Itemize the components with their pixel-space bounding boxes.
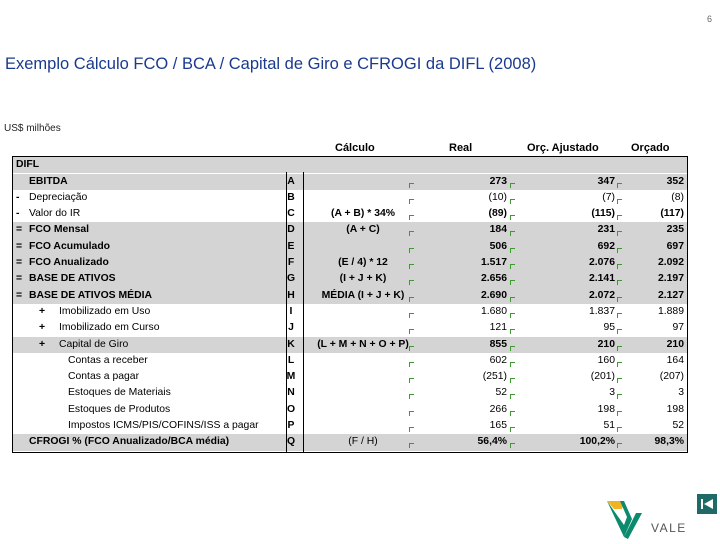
row-letter: D	[287, 224, 295, 236]
row-label: Imobilizado em Curso	[59, 322, 160, 334]
row-value-real: 855	[489, 338, 507, 350]
cell-indicator-icon	[409, 394, 414, 399]
row-value-orcado: (207)	[659, 371, 684, 383]
row-value-orcado: (117)	[660, 208, 684, 220]
row-value-orc-ajustado: (201)	[590, 371, 615, 383]
row-sign: =	[16, 289, 23, 301]
row-value-orc-ajustado: 3	[609, 387, 615, 399]
cell-indicator-icon	[409, 329, 414, 334]
row-letter: H	[287, 289, 295, 301]
row-label: CFROGI % (FCO Anualizado/BCA média)	[29, 436, 230, 448]
row-calc: (A + C)	[346, 224, 380, 236]
row-label: Estoques de Produtos	[68, 403, 171, 415]
cell-indicator-icon	[510, 346, 515, 351]
row-value-orc-ajustado: 100,2%	[579, 436, 615, 448]
row-value-real: 2.690	[480, 289, 507, 301]
cell-indicator-icon	[409, 362, 414, 367]
row-value-orc-ajustado: 51	[603, 420, 615, 431]
table-row	[13, 337, 687, 353]
row-value-orc-ajustado: 2.141	[588, 273, 615, 285]
row-label: Valor do IR	[29, 208, 81, 220]
row-value-real: (251)	[482, 371, 507, 383]
row-value-orcado: 164	[666, 354, 684, 366]
cell-indicator-icon	[409, 313, 414, 318]
cell-indicator-icon	[409, 297, 414, 302]
cell-indicator-icon	[510, 215, 515, 220]
row-value-real: 1.680	[480, 305, 507, 317]
row-value-orc-ajustado: 692	[597, 240, 615, 252]
cell-indicator-icon	[409, 215, 414, 220]
row-calc	[301, 353, 425, 369]
cell-indicator-icon	[510, 394, 515, 399]
row-letter: G	[286, 273, 296, 285]
row-value-orc-ajustado: 160	[597, 354, 615, 366]
row-value-orcado: 198	[666, 403, 684, 415]
row-value-real: 273	[489, 175, 507, 187]
column-divider	[286, 172, 287, 452]
row-calc: (E / 4) * 12	[338, 257, 388, 268]
cell-indicator-icon	[617, 329, 622, 334]
cell-indicator-icon	[510, 411, 515, 416]
cell-indicator-icon	[617, 215, 622, 220]
cell-indicator-icon	[510, 264, 515, 269]
row-label: Contas a receber	[68, 354, 148, 366]
cell-indicator-icon	[409, 411, 414, 416]
section-header-row	[13, 157, 687, 173]
row-label: Depreciação	[29, 191, 88, 203]
row-value-real: 121	[489, 322, 507, 334]
row-value-orcado: 2.197	[657, 273, 684, 285]
row-label: FCO Anualizado	[29, 257, 109, 268]
row-label: Capital de Giro	[59, 338, 129, 350]
row-label: FCO Acumulado	[29, 240, 111, 252]
cell-indicator-icon	[510, 248, 515, 253]
skip-back-icon	[697, 494, 717, 514]
row-letter: I	[289, 305, 293, 317]
row-calc	[301, 369, 425, 385]
row-sign: +	[39, 322, 46, 334]
row-value-orcado: 235	[666, 224, 684, 236]
row-sign: =	[16, 224, 23, 236]
row-sign: +	[39, 338, 46, 350]
table-row	[13, 271, 687, 287]
row-label: Imobilizado em Uso	[59, 305, 151, 317]
row-value-orc-ajustado: 95	[603, 322, 615, 334]
cell-indicator-icon	[409, 443, 414, 448]
row-calc: (A + B) * 34%	[331, 208, 395, 220]
row-value-real: 165	[489, 420, 507, 431]
table-row	[13, 222, 687, 238]
table-row	[13, 255, 687, 271]
cell-indicator-icon	[510, 280, 515, 285]
table-row	[13, 402, 687, 418]
row-value-orcado: 98,3%	[654, 436, 684, 448]
column-header-real: Real	[449, 142, 473, 154]
table-row	[13, 206, 687, 222]
row-value-orc-ajustado: 2.076	[588, 257, 615, 268]
row-calc: (I + J + K)	[339, 273, 387, 285]
cell-indicator-icon	[510, 199, 515, 204]
row-letter: N	[287, 387, 295, 399]
row-letter: C	[287, 208, 295, 220]
row-value-real: 184	[489, 224, 507, 236]
row-calc: (L + M + N + O + P)	[317, 338, 409, 350]
row-label: BASE DE ATIVOS MÉDIA	[29, 289, 152, 301]
cell-indicator-icon	[510, 183, 515, 188]
table-row	[13, 190, 687, 206]
vale-logo-text: VALE	[651, 521, 687, 535]
unit-note: US$ milhões	[4, 123, 61, 134]
cell-indicator-icon	[617, 378, 622, 383]
row-letter: M	[286, 371, 296, 383]
row-value-orc-ajustado: 347	[597, 175, 615, 187]
row-label: Impostos ICMS/PIS/COFINS/ISS a pagar	[68, 420, 259, 431]
row-value-real: 56,4%	[477, 436, 507, 448]
cell-indicator-icon	[409, 378, 414, 383]
row-value-orc-ajustado: (7)	[602, 191, 615, 203]
row-label: EBITDA	[29, 175, 68, 187]
table-row	[13, 418, 687, 434]
row-calc	[301, 190, 425, 206]
table-row	[13, 385, 687, 401]
table-row	[13, 320, 687, 336]
row-value-orc-ajustado: 231	[597, 224, 615, 236]
cell-indicator-icon	[617, 280, 622, 285]
row-calc: MÉDIA (I + J + K)	[321, 289, 405, 301]
previous-slide-button[interactable]	[697, 494, 717, 514]
row-letter: F	[287, 257, 295, 268]
row-letter: B	[287, 191, 295, 203]
row-value-orcado: 3	[678, 387, 684, 399]
row-value-orcado: 697	[666, 240, 684, 252]
row-value-orc-ajustado: 2.072	[588, 289, 615, 301]
cell-indicator-icon	[510, 443, 515, 448]
row-sign: =	[16, 273, 23, 285]
cell-indicator-icon	[409, 231, 414, 236]
cell-indicator-icon	[617, 264, 622, 269]
cell-indicator-icon	[617, 297, 622, 302]
page-number: 6	[706, 14, 712, 24]
row-letter: K	[287, 338, 295, 350]
cell-indicator-icon	[409, 346, 414, 351]
row-value-real: 602	[489, 354, 507, 366]
row-calc	[301, 402, 425, 418]
row-sign: =	[16, 257, 23, 268]
table-row	[13, 239, 687, 255]
row-calc	[301, 320, 425, 336]
page-title: Exemplo Cálculo FCO / BCA / Capital de Giro e CFROGI da DIFL (2008)	[5, 55, 537, 73]
table-row	[13, 288, 687, 304]
row-value-orcado: 2.127	[657, 289, 684, 301]
cell-indicator-icon	[409, 280, 414, 285]
row-label: BASE DE ATIVOS	[29, 273, 116, 285]
vale-logo	[602, 495, 692, 539]
cell-indicator-icon	[617, 427, 622, 432]
cell-indicator-icon	[617, 411, 622, 416]
table-row	[13, 369, 687, 385]
row-letter: E	[287, 240, 295, 252]
row-letter: J	[288, 322, 294, 334]
table-row	[13, 304, 687, 320]
row-value-orcado: 210	[666, 338, 684, 350]
cell-indicator-icon	[409, 427, 414, 432]
cell-indicator-icon	[617, 183, 622, 188]
row-value-real: 506	[489, 240, 507, 252]
cell-indicator-icon	[409, 199, 414, 204]
row-value-real: 2.656	[480, 273, 507, 285]
row-value-orc-ajustado: 198	[597, 403, 615, 415]
row-value-orc-ajustado: (115)	[591, 208, 615, 220]
row-value-orcado: (8)	[671, 191, 684, 203]
row-value-orcado: 1.889	[657, 305, 684, 317]
cell-indicator-icon	[617, 248, 622, 253]
cell-indicator-icon	[510, 297, 515, 302]
cell-indicator-icon	[409, 264, 414, 269]
cell-indicator-icon	[617, 394, 622, 399]
row-calc	[301, 239, 425, 255]
row-calc: (F / H)	[348, 436, 378, 448]
cell-indicator-icon	[617, 443, 622, 448]
row-letter: P	[287, 420, 295, 431]
row-letter: L	[287, 354, 295, 366]
row-letter: Q	[286, 436, 296, 448]
row-calc	[301, 385, 425, 401]
row-value-real: 1.517	[480, 257, 507, 268]
table-row	[13, 174, 687, 190]
cell-indicator-icon	[617, 362, 622, 367]
cell-indicator-icon	[510, 362, 515, 367]
row-sign: -	[16, 191, 20, 203]
cell-indicator-icon	[510, 378, 515, 383]
row-value-orcado: 97	[672, 322, 684, 334]
cell-indicator-icon	[510, 231, 515, 236]
cell-indicator-icon	[617, 346, 622, 351]
row-label: Estoques de Materiais	[68, 387, 171, 399]
row-label: Contas a pagar	[68, 371, 140, 383]
row-calc	[301, 174, 425, 190]
row-value-real: (89)	[488, 208, 507, 220]
cell-indicator-icon	[617, 231, 622, 236]
cell-indicator-icon	[409, 183, 414, 188]
row-value-real: (10)	[488, 191, 507, 203]
row-value-real: 266	[489, 403, 507, 415]
column-divider	[303, 172, 304, 452]
column-header-calc: Cálculo	[335, 142, 375, 154]
row-letter: O	[286, 403, 296, 415]
row-letter: A	[287, 175, 295, 187]
cell-indicator-icon	[409, 248, 414, 253]
table-row	[13, 434, 687, 450]
row-label: FCO Mensal	[29, 224, 90, 236]
cell-indicator-icon	[510, 313, 515, 318]
column-header-orcado: Orçado	[631, 142, 670, 154]
row-calc	[301, 418, 425, 434]
row-sign: +	[39, 305, 46, 317]
section-label: DIFL	[16, 159, 40, 170]
row-value-orcado: 352	[666, 175, 684, 187]
table-row	[13, 353, 687, 369]
row-value-real: 52	[495, 387, 507, 399]
row-value-orcado: 52	[672, 420, 684, 431]
row-calc	[301, 304, 425, 320]
row-value-orc-ajustado: 210	[597, 338, 615, 350]
row-sign: -	[16, 208, 20, 220]
column-header-orc-ajustado: Orç. Ajustado	[527, 142, 599, 154]
row-value-orc-ajustado: 1.837	[588, 305, 615, 317]
row-sign: =	[16, 240, 23, 252]
cell-indicator-icon	[617, 313, 622, 318]
cell-indicator-icon	[510, 427, 515, 432]
cell-indicator-icon	[617, 199, 622, 204]
row-value-orcado: 2.092	[657, 257, 684, 268]
cell-indicator-icon	[510, 329, 515, 334]
